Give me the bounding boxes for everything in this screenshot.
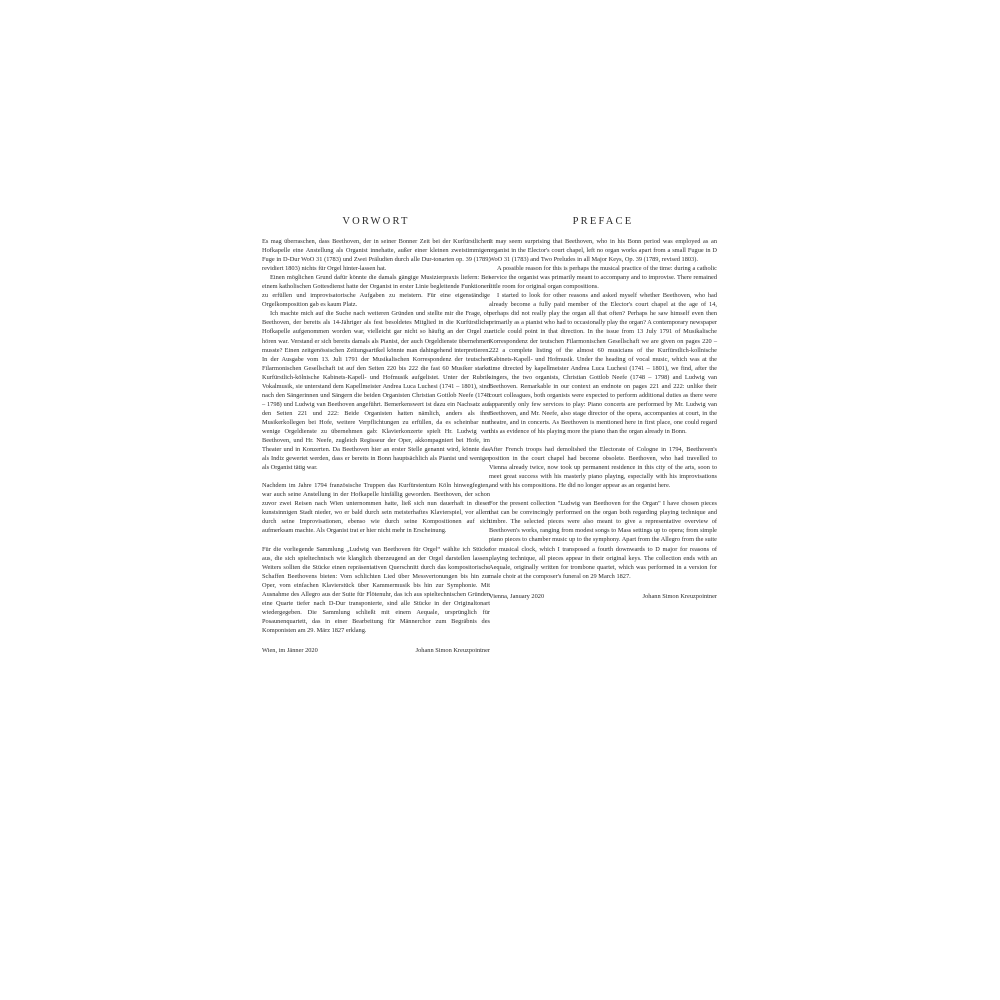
english-signature (489, 592, 717, 601)
german-paragraph-1: Es mag überraschen, dass Beethoven, der in seiner Bonner Zeit bei der Kurfürstlichen Hofkapelle eine Anstellung als Organist innehatte, außer einer kleinen zweistimmigen Fuge in D-Dur WoO 31 (1783) und Zwei Präludien durch alle Dur-tonarten op. 39 (1789, revidiert 1803) nichts für Orgel hinter-lassen hat. (262, 238, 490, 273)
german-column (262, 216, 490, 655)
german-paragraph-2: Einen möglichen Grund dafür könnte die damals gängige Musizierpraxis liefern: Bei einem katholischen Gottesdienst hatte der Organist in erster Linie begleitende Funktionen zu erfüllen und improvisatorische Aufgaben zu meistern. Für eine eigenständige Orgelkomposition gab es kaum Platz. (262, 274, 490, 309)
english-author: Johann Simon Kreuzpointner (642, 592, 717, 600)
german-place-date: Wien, im Jänner 2020 (262, 646, 318, 654)
german-paragraph-5: Für die vorliegende Sammlung „Ludwig van Beethoven für Orgel“ wählte ich Stücke aus, die sich spieltechnisch wie klanglich überzeugend an der Orgel darstellen lassen. Weiters sollten die Stücke einen repräsentativen Querschnitt durch das kompositorische Schaffen Beethovens bieten: Vom schlichten Lied über Messvertonungen bis hin zur Oper, vom einfachen Klavierstück über Kammermusik bis hin zur Symphonie. Mit Ausnahme des Allegro aus der Suite für Flötenuhr, das ich aus spieltechnischen Gründen eine Quarte tiefer nach D-Dur transponierte, sind alle Stücke in der Originaltonart wiedergegeben. Die Sammlung schließt mit einem Aequale, ursprünglich für Posaunenquartett, das in einer Bearbeitung für Männerchor zum Begräbnis des Komponisten am 29. März 1827 erklang. (262, 545, 490, 634)
german-paragraph-3: Ich machte mich auf die Suche nach weiteren Gründen und stellte mir die Frage, ob Beethoven, der bereits als 14-Jähriger als fest besoldetes Mitglied in die Kurfürstliche Hofkapelle aufgenommen worden war, vielleicht gar nicht so häufig an der Orgel zu hören war. Verstand er sich bereits damals als Pianist, der auch Orgeldienste übernehmen musste? Einen zeitgenössischen Zeitungsartikel könnte man dahingehend interpretieren. In der Ausgabe vom 13. Juli 1791 der Musikalischen Korrespondenz der teutschen Filarmonischen Gesellschaft ist auf den Seiten 220 bis 222 die fast 60 Musiker starke Kurfürstlich-kölnische Kabinets-Kapell- und Hofmusik aufgelistet. Unter der Rubrik Vokalmusik, sie unterstand dem Kapellmeister Andrea Luca Luchesi (1741 – 1801), sind nach den Sängerinnen und Sängern die beiden Organisten Christian Gottlob Neefe (1748 – 1798) und Ludwig van Beethoven angeführt. Bemerkenswert ist dazu ein Nachsatz auf den Seiten 221 und 222: Beide Organisten hatten nämlich, anders als ihre Musikerkollegen bei Hofe, weitere Verpflichtungen zu erfüllen, da es scheinbar nur wenige Orgeldienste zu übernehmen gab: Klavierkonzerte spielt Hr. Ludwig van Beethoven, und Hr. Neefe, zugleich Regisseur der Oper, akkompagniert bei Hofe, im Theater und in Konzerten. Da Beethoven hier an erster Stelle genannt wird, könnte das als Indiz gewertet werden, dass er bereits in Bonn hauptsächlich als Pianist und weniger als Organist tätig war. (262, 310, 490, 472)
english-place-date: Vienna, January 2020 (489, 592, 545, 600)
english-column (489, 216, 717, 601)
english-paragraph-1: It may seem surprising that Beethoven, who in his Bonn period was employed as an organist in the Elector's court chapel, left no organ works apart from a small Fugue in D WoO 31 (1783) and Two Preludes in all Major Keys, Op. 39 (1789, revised 1803). (489, 238, 717, 264)
english-paragraph-4: After French troops had demolished the Electorate of Cologne in 1794, Beethoven's position in the court chapel had become obsolete. Beethoven, who had travelled to Vienna already twice, now took up permanent residence in this city of the arts, soon to meet great success with his masterly piano playing, especially with his improvisations and with his compositions. He did no longer appear as an organist here. (489, 446, 717, 490)
english-heading: PREFACE (572, 216, 634, 227)
english-body (489, 237, 717, 581)
german-paragraph-4: Nachdem im Jahre 1794 französische Truppen das Kurfürstentum Köln hinwegfegten, war auch seine Anstellung in der Hofkapelle hinfällig geworden. Beethoven, der schon zuvor zwei Reisen nach Wien unternommen hatte, ließ sich nun dauerhaft in dieser kunstsinnigen Stadt nieder, wo er bald durch sein meisterhaftes Klavierspiel, vor allem durch seine Improvisationen, ebenso wie durch seine Kompositionen auf sich aufmerksam machte. Als Organist trat er hier nicht mehr in Erscheinung. (262, 482, 490, 535)
english-paragraph-3: I started to look for other reasons and asked myself whether Beethoven, who had already become a fully paid member of the Elector's court chapel at the age of 14, perhaps did not really play the organ all that often? Perhaps he saw himself even then primarily as a pianist who had to occasionally play the organ? A contemporary newspaper article could point in that direction. In the issue from 13 July 1791 of Musikalische Korrespondenz der teutschen Filarmonischen Gesellschaft we are given on pages 220 – 222 a complete listing of the almost 60 musicians of the Kurfürstlich-kollnische Kabinets-Kapell- und Hofmusik. Under the heading of vocal music, which was at the time directed by kapellmeister Andrea Luca Luchesi (1741 – 1801), we find, after the singers, the two organists, Christian Gottlob Neefe (1748 – 1798) and Ludwig van Beethoven. Remarkable in our context an endnote on pages 221 and 222: unlike their court colleagues, both organists were expected to perform additional duties as there were apparently only few services to play: Piano concerts are performed by Mr. Ludwig van Beethoven, and Mr. Neefe, also stage director of the opera, accompanies at court, in the theatre, and in concerts. As Beethoven is mentioned here in first place, one could regard this as evidence of his playing more the piano than the organ already in Bonn. (489, 292, 718, 435)
german-signature (262, 646, 490, 655)
german-heading: VORWORT (342, 216, 410, 227)
german-body (262, 237, 490, 635)
english-paragraph-5: For the present collection "Ludwig van Beethoven for the Organ" I have chosen pieces that can be convincingly performed on the organ both regarding playing technique and timbre. The selected pieces were also meant to give a representative overview of Beethoven's works, ranging from modest songs to Mass settings up to opera; from simple piano pieces to chamber music up to the symphony. Apart from the Allegro from the suite for musical clock, which I transposed a fourth downwards to D major for reasons of playing technique, all pieces appear in their original keys. The collection ends with an Aequale, originally written for trombone quartet, which was performed in a version for male choir at the composer's funeral on 29 March 1827. (489, 500, 717, 580)
german-author: Johann Simon Kreuzpointner (415, 646, 490, 654)
english-paragraph-2: A possible reason for this is perhaps the musical practice of the time: during a catholic service the organist was primarily meant to accompany and to improvise. There remained little room for original organ compositions. (489, 265, 717, 291)
